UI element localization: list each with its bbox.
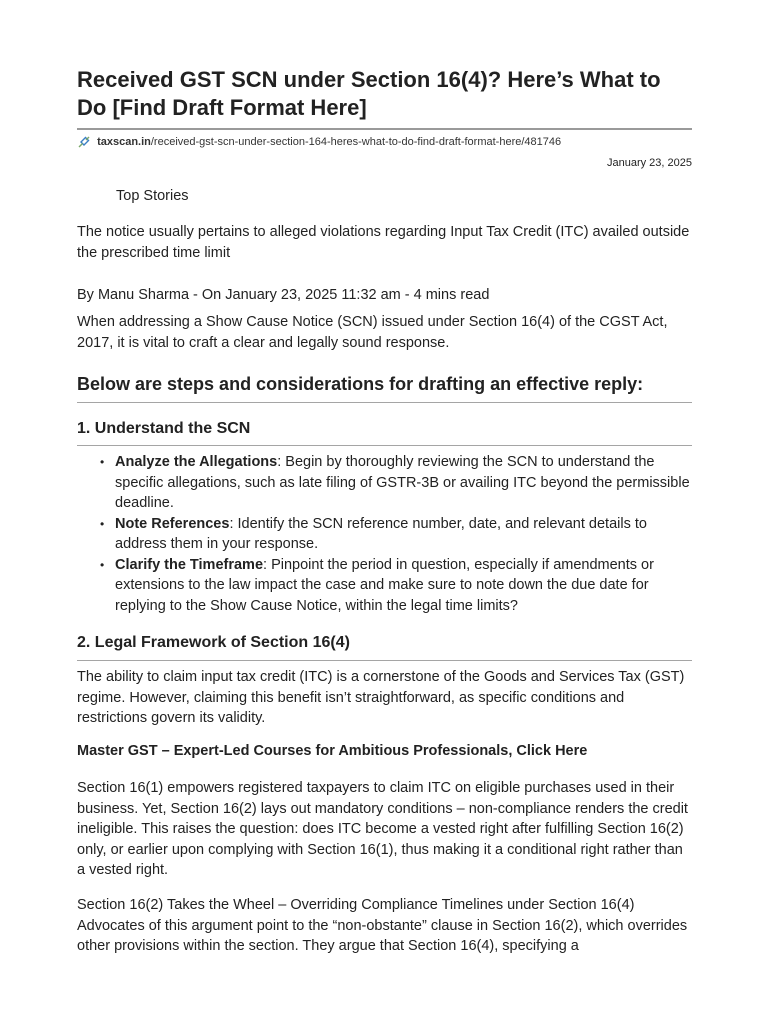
list-item bbox=[115, 452, 692, 514]
title-divider bbox=[77, 128, 692, 130]
list-item-text: : Begin by thoroughly reviewing the SCN to understand the specific allegations, such as late filing of GSTR-3B or availing ITC beyond the permissible deadline. bbox=[115, 454, 690, 511]
article-title: Received GST SCN under Section 16(4)? Here’s What to Do [Find Draft Format Here] bbox=[77, 67, 661, 120]
category-label: Top Stories bbox=[116, 188, 189, 204]
section16-2-heading: Section 16(2) Takes the Wheel – Overriding Compliance Timelines under Section 16(4) bbox=[77, 897, 635, 913]
list-item-lead: Clarify the Timeframe bbox=[115, 556, 264, 573]
list-item bbox=[115, 555, 692, 617]
link-icon bbox=[77, 136, 97, 148]
steps-divider bbox=[77, 402, 692, 403]
list-item-text: : Pinpoint the period in question, especially if amendments or extensions to the law impact the case and make sure to note down the due date for replying to the Show Cause Notice, within the legal time limits? bbox=[115, 556, 654, 614]
publish-date: January 23, 2025 bbox=[606, 157, 692, 169]
section16-1-paragraph: Section 16(1) empowers registered taxpayers to claim ITC on eligible purchases used in their business. Yet, Section 16(2) lays out mandatory conditions – non-compliance renders the credit ineligible. This raises the question: does ITC become a vested right after fulfilling Section 16(2) only, or earlier upon complying with Section 16(1), thus making it a conditional right rather than a vested right. bbox=[77, 780, 688, 878]
list-item-text: : Identify the SCN reference number, date, and relevant details to address them in your response. bbox=[115, 515, 647, 552]
promo-link[interactable]: Master GST – Expert-Led Courses for Ambitious Professionals, Click Here bbox=[77, 743, 588, 759]
section16-2-paragraph bbox=[77, 895, 692, 957]
section1-list bbox=[77, 452, 692, 616]
list-item-lead: Note References bbox=[115, 515, 230, 532]
source-link[interactable] bbox=[77, 135, 561, 149]
list-item-lead: Analyze the Allegations bbox=[115, 454, 278, 470]
source-domain: taxscan.in bbox=[97, 136, 151, 148]
section2-paragraph: The ability to claim input tax credit (ITC) is a cornerstone of the Goods and Services Tax (GST) regime. However, claiming this benefit isn’t straightforward, as specific conditions and restrictions govern its validity. bbox=[77, 669, 685, 726]
section1-heading: 1. Understand the SCN bbox=[77, 420, 251, 437]
summary: The notice usually pertains to alleged violations regarding Input Tax Credit (ITC) availed outside the prescribed time limit bbox=[77, 224, 690, 261]
section1-divider bbox=[77, 445, 692, 446]
byline: By Manu Sharma - On January 23, 2025 11:32 am - 4 mins read bbox=[77, 287, 490, 303]
steps-heading: Below are steps and considerations for drafting an effective reply: bbox=[77, 374, 644, 394]
list-item bbox=[115, 514, 692, 555]
section16-2-text: Advocates of this argument point to the “non-obstante” clause in Section 16(2), which overrides other provisions within the section. They argue that Section 16(4), specifying a bbox=[77, 917, 688, 954]
section2-divider bbox=[77, 660, 692, 661]
section2-heading: 2. Legal Framework of Section 16(4) bbox=[77, 634, 350, 651]
intro-paragraph: When addressing a Show Cause Notice (SCN) issued under Section 16(4) of the CGST Act, 2017, it is vital to craft a clear and legally sound response. bbox=[77, 314, 668, 351]
source-path: /received-gst-scn-under-section-164-heres-what-to-do-find-draft-format-here/481746 bbox=[150, 136, 562, 148]
